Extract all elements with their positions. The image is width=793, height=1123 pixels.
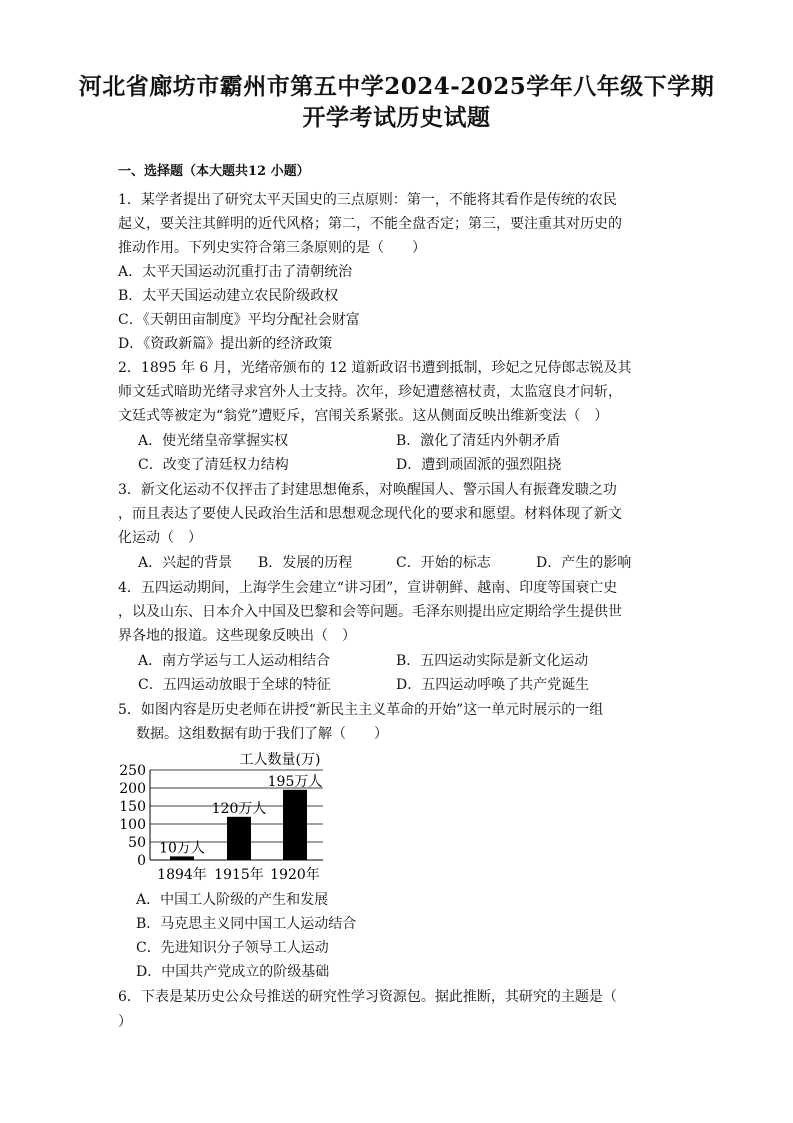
q1-option-d: D．《资政新篇》提出新的经济政策 (118, 336, 333, 352)
q3-stem-line-3: 化运动（ ） (118, 530, 202, 546)
y-tick-label: 150 (119, 799, 146, 815)
worker-count-bar-chart (118, 752, 338, 882)
q4-stem-line-3: 界各地的报道。这些现象反映出（ ） (118, 628, 356, 644)
bar-data-label: 120万人 (211, 800, 267, 817)
q4-stem-line-1: 4．五四运动期间，上海学生会建立“讲习团”，宣讲朝鲜、越南、印度等国衰亡史 (118, 580, 618, 596)
q5-option-a: A．中国工人阶级的产生和发展 (136, 892, 329, 908)
y-tick-label: 100 (119, 817, 146, 833)
q1-option-a: A．太平天国运动沉重打击了清朝统治 (118, 264, 353, 280)
q4-option-d: D．五四运动呼唤了共产党诞生 (396, 677, 590, 693)
bar-data-label: 195万人 (267, 773, 323, 790)
q5-stem-line-2: 数据。这组数据有助于我们了解（ ） (136, 726, 388, 742)
y-tick-label: 200 (119, 781, 146, 797)
q2-stem-line-2: 师文廷式暗助光绪寻求宫外人士支持。次年，珍妃遭慈禧杖责，太监寇良才问斩， (118, 384, 622, 400)
q5-option-d: D．中国共产党成立的阶级基础 (136, 964, 330, 980)
q1-option-c: C．《天朝田亩制度》平均分配社会财富 (118, 312, 360, 328)
chart-x-ticks (157, 866, 320, 882)
y-tick-label: 50 (128, 835, 146, 851)
q5-stem-line-1: 5．如图内容是历史老师在讲授“新民主主义革命的开始”这一单元时展示的一组 (118, 702, 604, 718)
q3-option-a: A．兴起的背景 (138, 555, 233, 571)
q3-option-c: C．开始的标志 (396, 555, 491, 571)
q5-option-c: C．先进知识分子领导工人运动 (136, 940, 329, 956)
q6-stem-line-1: 6．下表是某历史公众号推送的研究性学习资源包。据此推断，其研究的主题是（ (118, 989, 617, 1005)
q1-option-b: B．太平天国运动建立农民阶级政权 (118, 288, 339, 304)
bar (170, 856, 194, 860)
q1-stem-line-2: 起义，要关注其鲜明的近代风格；第二，不能全盘否定；第三，要注重其对历史的 (118, 216, 622, 232)
q4-option-c: C．五四运动放眼于全球的特征 (138, 677, 331, 693)
x-tick-label: 1894年 (157, 867, 207, 882)
q4-option-a: A．南方学运与工人运动相结合 (138, 653, 331, 669)
q3-stem-line-2: ，而且表达了要使人民政治生活和思想观念现代化的要求和愿望。材料体现了新文 (118, 506, 622, 522)
q3-option-b: B．发展的历程 (258, 555, 353, 571)
y-tick-label: 0 (137, 853, 146, 869)
q2-stem-line-3: 文廷式等被定为“翁党”遭贬斥，宫闱关系紧张。这从侧面反映出维新变法（ ） (118, 408, 609, 424)
q4-option-b: B．五四运动实际是新文化运动 (396, 653, 589, 669)
bar (227, 817, 251, 860)
q2-stem-line-1: 2．1895 年 6 月，光绪帝颁布的 12 道新政诏书遭到抵制，珍妃之兄侍郎志锐及其 (118, 360, 632, 376)
q2-option-a: A．使光绪皇帝掌握实权 (138, 433, 289, 449)
q2-option-c: C．改变了清廷权力结构 (138, 457, 289, 473)
q6-stem-line-2: ） (118, 1014, 132, 1030)
q4-stem-line-2: ，以及山东、日本介入中国及巴黎和会等问题。毛泽东则提出应定期给学生提供世 (118, 604, 622, 620)
document-title-line-2: 开学考试历史试题 (302, 104, 491, 131)
q1-stem-line-3: 推动作用。下列史实符合第三条原则的是（ ） (118, 240, 426, 256)
q1-stem-line-1: 1．某学者提出了研究太平天国史的三点原则：第一，不能将其看作是传统的农民 (118, 192, 617, 208)
q2-option-b: B．激化了清廷内外朝矛盾 (396, 433, 561, 449)
q3-stem-line-1: 3．新文化运动不仅抨击了封建思想俺系，对唤醒国人、警示国人有振聋发聩之功 (118, 482, 617, 498)
section-heading: 一、选择题（本大题共12 小题） (118, 164, 310, 179)
document-title-line-1: 河北省廊坊市霸州市第五中学2024-2025学年八年级下学期 (78, 73, 715, 100)
q5-option-b: B．马克思主义同中国工人运动结合 (136, 916, 357, 932)
chart-title: 工人数量(万) (239, 752, 321, 768)
bar-data-label: 10万人 (159, 840, 205, 857)
q3-option-d: D．产生的影响 (536, 555, 632, 571)
x-tick-label: 1920年 (270, 867, 320, 882)
q2-option-d: D．遭到顽固派的强烈阻挠 (396, 457, 562, 473)
bar (283, 790, 307, 860)
y-tick-label: 250 (119, 763, 146, 779)
x-tick-label: 1915年 (214, 867, 264, 882)
